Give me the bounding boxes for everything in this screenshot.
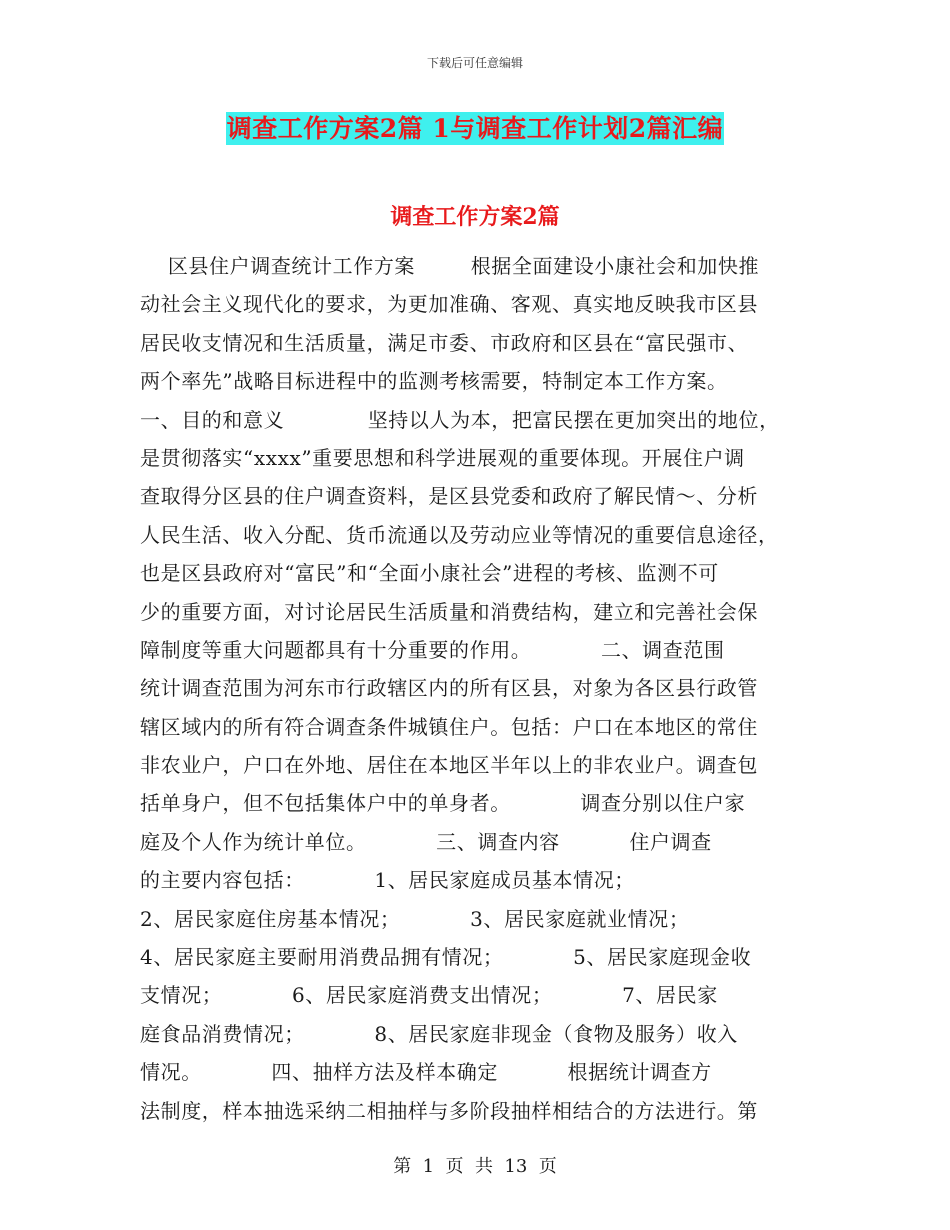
body-line: 障制度等重大问题都具有十分重要的作用。 二、调查范围 <box>140 637 725 662</box>
body-line: 的主要内容包括： 1、居民家庭成员基本情况； <box>140 868 635 893</box>
body-line: 支情况； 6、居民家庭消费支出情况； 7、居民家 <box>140 983 718 1008</box>
body-line: 两个率先”战略目标进程中的监测考核需要，特制定本工作方案。 <box>140 369 728 394</box>
body-line: 查取得分区县的住户调查资料，是区县党委和政府了解民情～、分析 <box>140 484 758 509</box>
body-line: 括单身户，但不包括集体户中的单身者。 调查分别以住户家 <box>140 791 746 816</box>
body-line: 庭及个人作为统计单位。 三、调查内容 住户调查 <box>140 829 712 854</box>
body-line: 情况。 四、抽样方法及样本确定 根据统计调查方 <box>140 1060 712 1085</box>
body-line: 一、目的和意义 坚持以人为本，把富民摆在更加突出的地位， <box>140 407 780 432</box>
main-title <box>0 112 950 145</box>
body-text <box>140 247 820 1130</box>
body-line: 2、居民家庭住房基本情况； 3、居民家庭就业情况； <box>140 906 690 931</box>
body-line: 人民生活、收入分配、货币流通以及劳动应业等情况的重要信息途径， <box>140 522 779 547</box>
main-title-text: 调查工作方案2篇 1与调查工作计划2篇汇编 <box>226 114 724 143</box>
body-line: 动社会主义现代化的要求，为更加准确、客观、真实地反映我市区县 <box>140 292 758 317</box>
page-footer: 第 1 页 共 13 页 <box>393 1156 557 1177</box>
body-line: 也是区县政府对“富民”和“全面小康社会”进程的考核、监测不可 <box>140 561 719 586</box>
sub-title: 调查工作方案2篇 <box>390 204 560 230</box>
body-line: 是贯彻落实“xxxx”重要思想和科学进展观的重要体现。开展住户调 <box>140 445 745 470</box>
body-line: 庭食品消费情况； 8、居民家庭非现金（食物及服务）收入 <box>140 1021 738 1046</box>
body-line: 少的重要方面，对讨论居民生活质量和消费结构，建立和完善社会保 <box>140 599 758 624</box>
body-line: 4、居民家庭主要耐用消费品拥有情况； 5、居民家庭现金收 <box>140 945 752 970</box>
body-line: 法制度，样本抽选采纳二相抽样与多阶段抽样相结合的方法进行。第 <box>140 1098 758 1123</box>
body-line: 统计调查范围为河东市行政辖区内的所有区县，对象为各区县行政管 <box>140 676 758 701</box>
body-line: 辖区域内的所有符合调查条件城镇住户。包括：户口在本地区的常住 <box>140 714 758 739</box>
header-note: 下载后可任意编辑 <box>426 56 523 70</box>
body-line: 非农业户，户口在外地、居住在本地区半年以上的非农业户。调查包 <box>140 753 758 778</box>
body-line: 区县住户调查统计工作方案 根据全面建设小康社会和加快推 <box>140 254 760 278</box>
body-line: 居民收支情况和生活质量，满足市委、市政府和区县在“富民强市、 <box>140 330 749 355</box>
